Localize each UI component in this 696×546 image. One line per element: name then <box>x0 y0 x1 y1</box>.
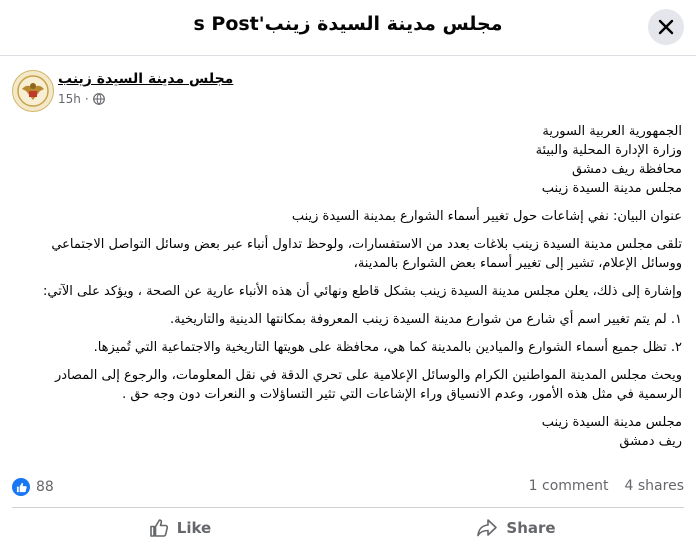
post-actions <box>12 510 684 546</box>
globe-icon[interactable] <box>93 93 105 105</box>
post-paragraph-3: تلقى مجلس مدينة السيدة زينب بلاغات بعدد من الاستفسارات، ولوحظ تداول أنباء عبر بعض وسائل التواصل الاجتماعي ووسائل الإعلام، تشير إلى تغيير أسماء بعض الشوارع بالمدينة، <box>51 237 682 271</box>
post-paragraph-5: ١. لم يتم تغيير اسم أي شارع من شوارع مدينة السيدة زينب المعروفة بمكانتها الدينية والتاريخية. <box>169 312 682 327</box>
post-paragraph-6: ٢. تظل جميع أسماء الشوارع والميادين بالمدينة كما هي، محافظة على هويتها التاريخية والاجتماعية التي تُميزها. <box>93 340 682 355</box>
thumbs-up-icon <box>149 518 169 538</box>
page-name-link[interactable]: مجلس مدينة السيدة زينب <box>58 71 234 87</box>
post-text <box>14 122 682 460</box>
post-paragraph-8: مجلس مدينة السيدة زينب ريف دمشق <box>541 415 682 449</box>
post-stats <box>12 478 684 498</box>
dialog-title: مجلس مدينة السيدة زينب's Post <box>193 13 503 35</box>
post-paragraph-1: الجمهورية العربية السورية وزارة الإدارة المحلية والبيئة محافظة ريف دمشق مجلس مدينة السيدة زينب <box>535 124 682 196</box>
like-label: Like <box>176 519 212 537</box>
post-paragraph-2: عنوان البيان: نفي إشاعات حول تغيير أسماء الشوارع بمدينة السيدة زينب <box>291 209 682 224</box>
like-button[interactable] <box>12 510 348 546</box>
actions-divider <box>12 507 684 508</box>
post-meta <box>58 92 105 106</box>
share-arrow-icon <box>476 518 498 538</box>
page-avatar[interactable] <box>12 70 54 112</box>
post-header <box>12 70 234 114</box>
share-label: Share <box>506 519 556 537</box>
reaction-count: 88 <box>36 479 54 495</box>
meta-separator: · <box>84 92 89 106</box>
post-paragraph-4: وإشارة إلى ذلك، يعلن مجلس مدينة السيدة زينب بشكل قاطع ونهائي أن هذه الأنباء عارية عن الصحة ، ويؤكد على الآتي: <box>42 284 682 299</box>
share-button[interactable] <box>348 510 684 546</box>
engagement-counts <box>529 478 684 494</box>
close-button[interactable] <box>648 9 684 45</box>
emblem-icon <box>16 74 50 108</box>
post-time[interactable]: 15h <box>58 92 81 106</box>
post-paragraph-7: ويحث مجلس المدينة المواطنين الكرام والوسائل الإعلامية على تحري الدقة في نقل المعلومات، والرجوع إلى المصادر الرسمية في مثل هذه الأمور، وعدم الانسياق وراء الإشاعات التي تثير التساؤلات و النعرات دون وجه حق . <box>54 368 682 402</box>
share-count-link[interactable]: 4 shares <box>624 478 684 494</box>
post-dialog-header <box>0 0 696 56</box>
post <box>0 56 696 546</box>
reaction-summary[interactable] <box>12 478 54 496</box>
comment-count-link[interactable]: 1 comment <box>528 478 609 494</box>
close-icon <box>658 19 674 35</box>
like-reaction-icon <box>12 478 30 496</box>
